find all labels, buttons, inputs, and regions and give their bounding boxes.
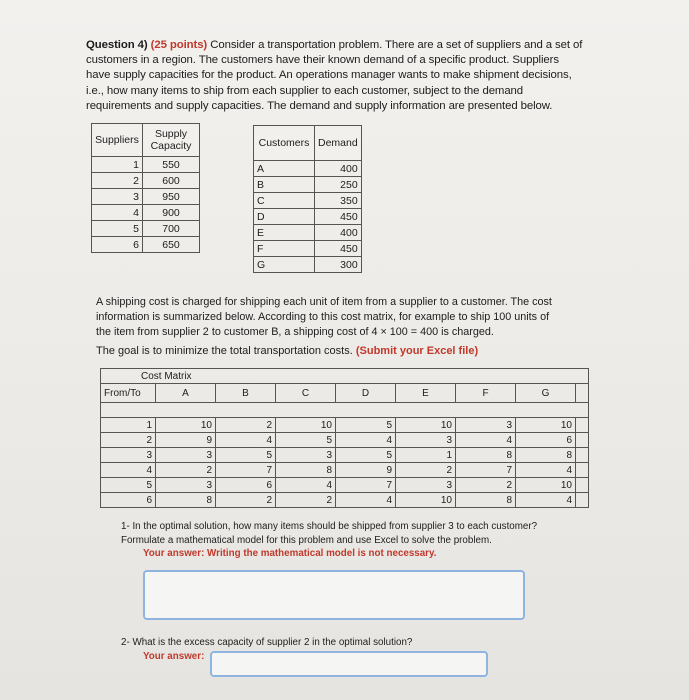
cost-row — [101, 478, 589, 493]
supplier-row — [92, 157, 200, 173]
question-body: Consider a transportation problem. There are a set of suppliers and a set of customers in a region. The customers have their known demand of a specific product. Suppliers have supply capacities for the product. An operations manager wants to make shipment decisions, i.e., how many items to ship from each supplier to each customer, subject to the demand requirements and supply capacities. The demand and supply information are presented below. — [86, 39, 583, 112]
cost-supplier-id: 3 — [101, 448, 156, 463]
cost-cell: 10 — [516, 478, 576, 493]
cost-cell: 3 — [396, 478, 456, 493]
question-points: (25 points) — [150, 39, 208, 51]
cost-customer-header: G — [516, 384, 576, 403]
cost-supplier-id: 1 — [101, 418, 156, 433]
customer-demand: 300 — [315, 257, 362, 273]
cost-customer-header: B — [216, 384, 276, 403]
cost-cell: 4 — [216, 433, 276, 448]
goal-line — [96, 345, 478, 357]
cost-supplier-id: 6 — [101, 493, 156, 508]
cost-cell: 5 — [336, 448, 396, 463]
submit-note: (Submit your Excel file) — [355, 345, 479, 357]
supplier-id: 3 — [92, 189, 143, 205]
customer-demand: 400 — [315, 161, 362, 177]
q1-number: 1- — [121, 521, 130, 532]
cost-cell: 2 — [456, 478, 516, 493]
cost-cell: 3 — [156, 478, 216, 493]
supplier-row — [92, 221, 200, 237]
customer-row — [254, 257, 362, 273]
customer-id: B — [254, 177, 315, 193]
cost-cell: 10 — [396, 418, 456, 433]
supply-capacity: 900 — [143, 205, 200, 221]
cost-header-spacer — [576, 384, 589, 403]
cost-supplier-id: 2 — [101, 433, 156, 448]
from-to-header: From/To — [101, 384, 156, 403]
cost-supplier-id: 5 — [101, 478, 156, 493]
supplier-id: 1 — [92, 157, 143, 173]
cost-cell: 4 — [516, 493, 576, 508]
question-paragraph — [86, 38, 586, 114]
demand-header: Demand — [315, 126, 362, 161]
q1-answer-label: Your answer: Writing the mathematical model is not necessary. — [143, 548, 437, 559]
q2-number: 2- — [121, 637, 130, 648]
q2-text: What is the excess capacity of supplier 2 in the optimal solution? — [132, 637, 413, 648]
cost-cell: 1 — [396, 448, 456, 463]
supply-capacity: 700 — [143, 221, 200, 237]
supply-capacity-header: Supply Capacity — [143, 124, 200, 157]
q2-answer-field[interactable] — [210, 651, 488, 677]
q2-answer-label: Your answer: — [143, 650, 205, 662]
cost-customer-header: E — [396, 384, 456, 403]
supply-capacity: 550 — [143, 157, 200, 173]
cost-cell: 5 — [276, 433, 336, 448]
cost-cell: 3 — [456, 418, 516, 433]
customer-demand: 400 — [315, 225, 362, 241]
cost-cell: 4 — [516, 463, 576, 478]
customer-demand: 250 — [315, 177, 362, 193]
customer-row — [254, 209, 362, 225]
cost-row-spacer — [576, 463, 589, 478]
cost-customer-header: C — [276, 384, 336, 403]
cost-cell: 6 — [516, 433, 576, 448]
customer-row — [254, 225, 362, 241]
cost-cell: 2 — [216, 493, 276, 508]
cost-row — [101, 448, 589, 463]
supplier-row — [92, 237, 200, 253]
customer-row — [254, 241, 362, 257]
cost-cell: 9 — [156, 433, 216, 448]
supplier-id: 6 — [92, 237, 143, 253]
cost-cell: 5 — [336, 418, 396, 433]
customer-id: E — [254, 225, 315, 241]
supply-capacity: 600 — [143, 173, 200, 189]
customer-demand: 350 — [315, 193, 362, 209]
cost-cell: 3 — [156, 448, 216, 463]
cost-cell: 2 — [396, 463, 456, 478]
customer-id: C — [254, 193, 315, 209]
cost-row-spacer — [576, 433, 589, 448]
cost-cell: 8 — [456, 448, 516, 463]
cost-cell: 9 — [336, 463, 396, 478]
cost-cell: 8 — [456, 493, 516, 508]
supplier-row — [92, 189, 200, 205]
cost-cell: 2 — [216, 418, 276, 433]
cost-customer-header: A — [156, 384, 216, 403]
cost-cell: 4 — [276, 478, 336, 493]
cost-cell: 10 — [396, 493, 456, 508]
customer-id: G — [254, 257, 315, 273]
customer-row — [254, 161, 362, 177]
suppliers-header: Suppliers — [92, 124, 143, 157]
cost-supplier-id: 4 — [101, 463, 156, 478]
shipping-cost-paragraph: A shipping cost is charged for shipping each unit of item from a supplier to a customer. The cost information is summarized below. According to this cost matrix, for example to ship 100 units of the item from supplier 2 to customer B, a shipping cost of 4 × 100 = 400 is charged. — [96, 296, 552, 338]
cost-cell: 5 — [216, 448, 276, 463]
supplier-id: 5 — [92, 221, 143, 237]
cost-cell: 8 — [276, 463, 336, 478]
cost-row-spacer — [576, 493, 589, 508]
customer-demand: 450 — [315, 209, 362, 225]
supplier-id: 4 — [92, 205, 143, 221]
question-heading: Question 4) — [86, 39, 148, 51]
goal-text: The goal is to minimize the total transportation costs. — [96, 345, 353, 357]
cost-matrix-title: Cost Matrix — [101, 369, 589, 384]
cost-cell: 7 — [456, 463, 516, 478]
supplier-row — [92, 173, 200, 189]
supply-capacity: 650 — [143, 237, 200, 253]
cost-cell: 10 — [276, 418, 336, 433]
cost-row-spacer — [576, 418, 589, 433]
cost-cell: 3 — [276, 448, 336, 463]
cost-row — [101, 418, 589, 433]
supply-capacity: 950 — [143, 189, 200, 205]
customer-id: D — [254, 209, 315, 225]
cost-row — [101, 463, 589, 478]
cost-row — [101, 433, 589, 448]
q1-text: In the optimal solution, how many items should be shipped from supplier 3 to each customer? Formulate a mathematical model for this problem and use Excel to solve the problem. — [121, 521, 538, 546]
cost-cell: 4 — [456, 433, 516, 448]
customer-demand: 450 — [315, 241, 362, 257]
q1-answer-field[interactable] — [143, 570, 525, 620]
cost-cell: 6 — [216, 478, 276, 493]
customers-header: Customers — [254, 126, 315, 161]
cost-cell: 8 — [156, 493, 216, 508]
cost-matrix-table — [100, 368, 589, 508]
cost-cell: 7 — [336, 478, 396, 493]
cost-cell: 3 — [396, 433, 456, 448]
cost-cell: 4 — [336, 493, 396, 508]
customer-row — [254, 177, 362, 193]
cost-cell: 4 — [336, 433, 396, 448]
cost-matrix-spacer — [101, 403, 589, 418]
cost-customer-header: D — [336, 384, 396, 403]
cost-customer-header: F — [456, 384, 516, 403]
cost-cell: 2 — [156, 463, 216, 478]
cost-row-spacer — [576, 448, 589, 463]
supplier-id: 2 — [92, 173, 143, 189]
cost-cell: 7 — [216, 463, 276, 478]
sub-question-1 — [121, 520, 561, 561]
supplier-row — [92, 205, 200, 221]
cost-cell: 2 — [276, 493, 336, 508]
customer-id: A — [254, 161, 315, 177]
cost-cell: 10 — [156, 418, 216, 433]
customers-table — [253, 125, 362, 273]
cost-cell: 8 — [516, 448, 576, 463]
cost-cell: 10 — [516, 418, 576, 433]
customer-row — [254, 193, 362, 209]
suppliers-table — [91, 123, 200, 253]
cost-row-spacer — [576, 478, 589, 493]
customer-id: F — [254, 241, 315, 257]
cost-row — [101, 493, 589, 508]
